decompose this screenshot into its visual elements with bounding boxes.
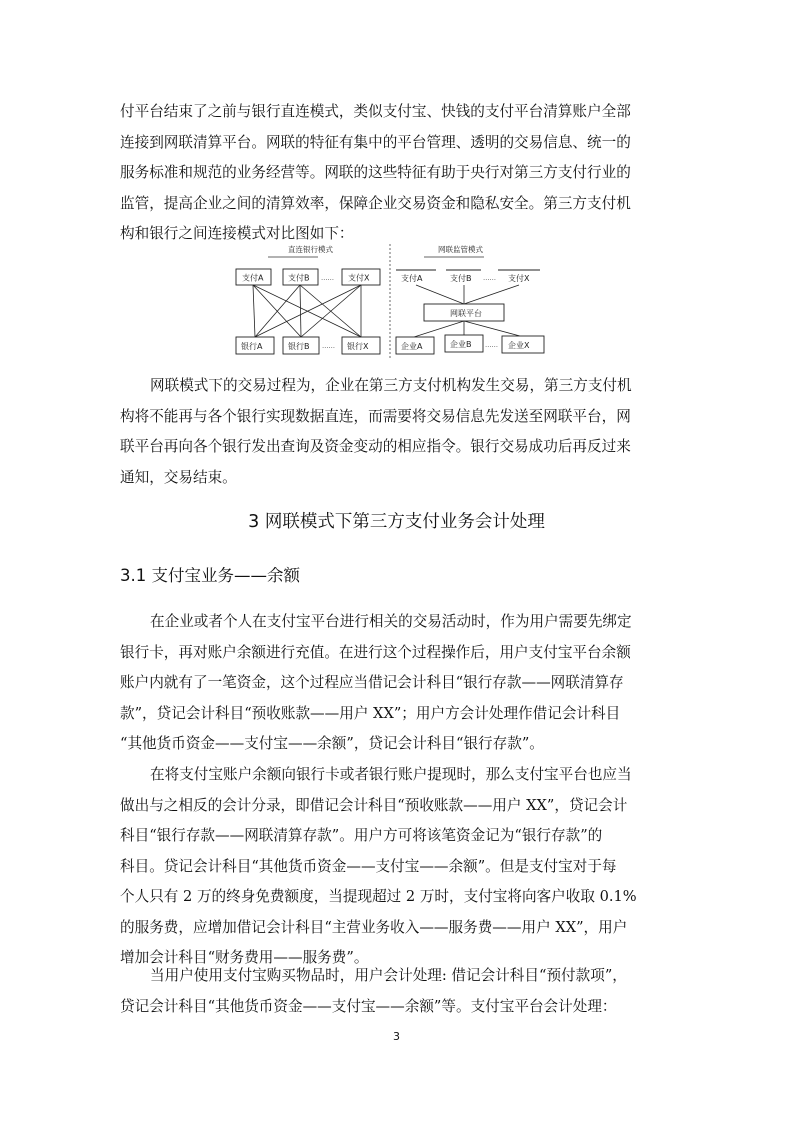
- paragraph-purchase: [120, 961, 673, 1022]
- left-payment-b-label: 支付B: [288, 273, 310, 283]
- right-to-platform-lines: [416, 285, 519, 304]
- right-payment-boxes: [396, 270, 540, 283]
- text-line: 做出与之相反的会计分录，即借记会计科目“预收账款——用户 XX”，贷记会计: [120, 796, 628, 814]
- text-line: 当用户使用支付宝购买物品时，用户会计处理: 借记会计科目“预付款项”，: [150, 967, 627, 984]
- text-line: 通知，交易结束。: [120, 468, 237, 486]
- text-line: 的服务费，应增加借记会计科目“主营业务收入——服务费——用户 XX”，用户: [120, 918, 628, 936]
- paragraph-intro: [120, 97, 673, 250]
- enterprise-x-label: 企业X: [508, 341, 530, 350]
- right-payment-a-label: 支付A: [401, 274, 423, 283]
- text-line: 网联模式下的交易过程为，企业在第三方支付机构发生交易，第三方支付机: [150, 377, 632, 394]
- platform-label: 网联平台: [450, 309, 482, 318]
- left-bottom-ellipsis: ……: [322, 342, 335, 350]
- text-line: 款”，贷记会计科目“预收账款——用户 XX”；用户方会计处理作借记会计科目: [120, 704, 621, 722]
- text-line: 贷记会计科目“其他货币资金——支付宝——余额”等。支付宝平台会计处理：: [120, 997, 617, 1015]
- connection-mode-diagram: [228, 242, 564, 360]
- left-payment-a-label: 支付A: [242, 273, 264, 283]
- paragraph-process: [120, 371, 673, 493]
- text-line: 构将不能再与各个银行实现数据直连，而需要将交易信息先发送至网联平台，网: [120, 407, 631, 425]
- left-bank-x-label: 银行X: [347, 342, 369, 351]
- text-line: 账户内就有了一笔资金，这个过程应当借记会计科目“银行存款——网联清算存: [120, 674, 624, 691]
- right-top-ellipsis: ……: [483, 274, 496, 282]
- section-heading: 3 网联模式下第三方支付业务会计处理: [248, 512, 545, 532]
- page-number: 3: [393, 1030, 400, 1043]
- right-bottom-ellipsis: ……: [485, 341, 498, 349]
- text-line: “其他货币资金——支付宝——余额”，贷记会计科目“银行存款”。: [120, 735, 544, 752]
- text-line: 增加会计科目“财务费用——服务费”。: [120, 949, 369, 966]
- left-bank-b-label: 银行B: [288, 342, 310, 351]
- text-line: 构和银行之间连接模式对比图如下：: [120, 225, 354, 242]
- left-payment-boxes: [236, 269, 380, 285]
- text-line: 在将支付宝账户余额向银行卡或者银行账户提现时，那么支付宝平台也应当: [150, 766, 632, 783]
- right-payment-b-label: 支付B: [450, 274, 472, 283]
- left-bank-boxes: [236, 337, 380, 354]
- left-top-ellipsis: ……: [321, 274, 334, 282]
- left-panel-title: 直连银行模式: [288, 245, 333, 254]
- right-payment-x-label: 支付X: [508, 274, 530, 283]
- enterprise-b-label: 企业B: [450, 340, 472, 349]
- paragraph-balance-topup: [120, 607, 673, 760]
- text-line: 服务标准和规范的业务经营等。网联的这些特征有助于央行对第三方支付行业的: [120, 164, 631, 181]
- text-line: 监管，提高企业之间的清算效率，保障企业交易资金和隐私安全。第三方支付机: [120, 194, 631, 212]
- right-panel-title: 网联监管模式: [438, 245, 483, 254]
- text-line: 付平台结束了之前与银行直连模式，类似支付宝、快钱的支付平台清算账户全部: [120, 103, 631, 120]
- platform-box: [424, 304, 504, 321]
- right-enterprise-boxes: [396, 335, 544, 354]
- text-line: 科目“银行存款——网联清算存款”。用户方可将该笔资金记为“银行存款”的: [120, 827, 603, 844]
- enterprise-a-label: 企业A: [401, 342, 423, 351]
- subsection-heading: 3.1 支付宝业务——余额: [120, 566, 300, 585]
- text-line: 联平台再向各个银行发出查询及资金变动的相应指令。银行交易成功后再反过来: [120, 438, 631, 455]
- text-line: 在企业或者个人在支付宝平台进行相关的交易活动时，作为用户需要先绑定: [150, 613, 632, 630]
- text-line: 个人只有 2 万的终身免费额度，当提现超过 2 万时，支付宝将向客户收取 0.1%: [120, 888, 637, 905]
- text-line: 连接到网联清算平台。网联的特征有集中的平台管理、透明的交易信息、统一的: [120, 133, 631, 151]
- left-payment-x-label: 支付X: [348, 273, 370, 283]
- text-line: 科目。贷记会计科目“其他货币资金——支付宝——余额”。但是支付宝对于每: [120, 857, 617, 875]
- text-line: 银行卡，再对账户余额进行充值。在进行这个过程操作后，用户支付宝平台余额: [120, 643, 631, 661]
- left-cross-connections: [253, 285, 361, 337]
- paragraph-withdrawal: [120, 760, 673, 974]
- left-bank-a-label: 银行A: [241, 342, 263, 351]
